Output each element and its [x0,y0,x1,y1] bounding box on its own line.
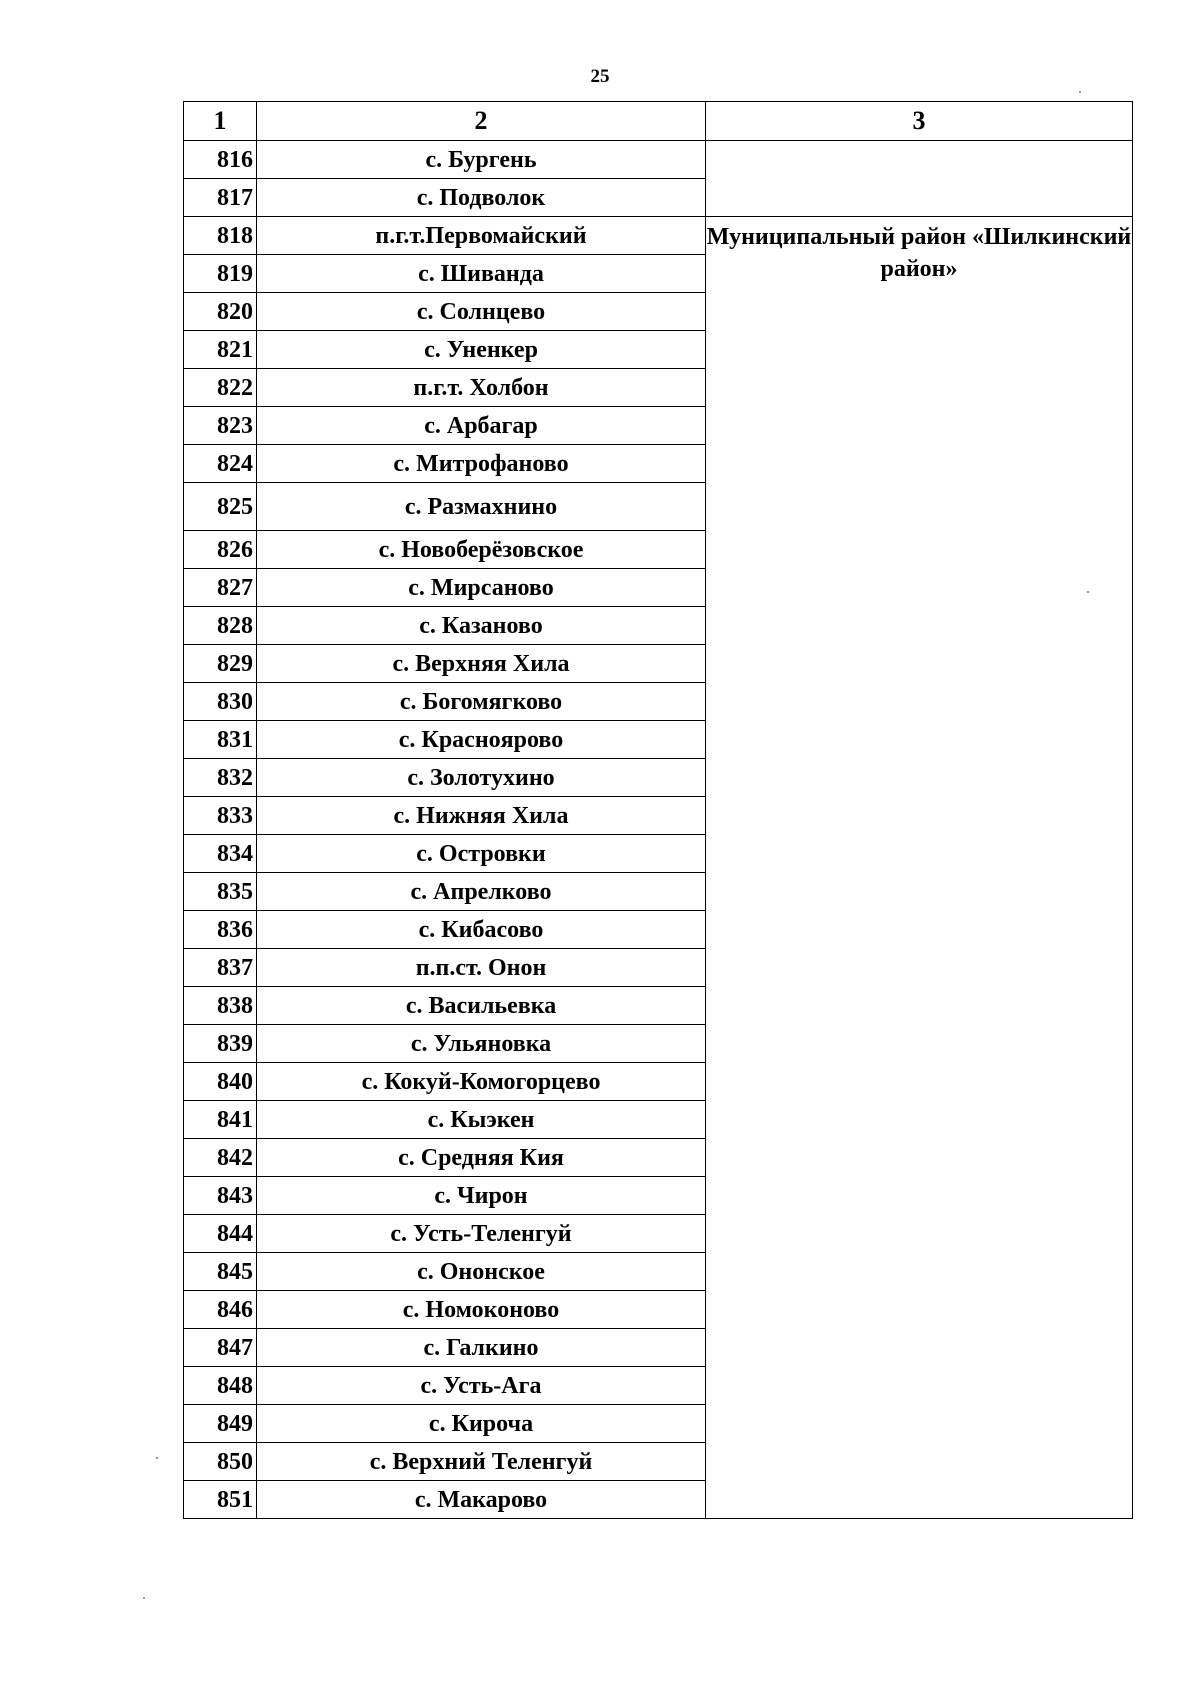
row-number: 835 [184,873,257,911]
settlement-name: с. Краснoярово [257,721,706,759]
row-number: 825 [184,483,257,531]
settlement-name: с. Средняя Кия [257,1139,706,1177]
row-number: 818 [184,217,257,255]
settlement-name: с. Солнцево [257,293,706,331]
settlement-name: с. Усть-Ага [257,1367,706,1405]
settlement-name: с. Верхний Теленгуй [257,1443,706,1481]
row-number: 847 [184,1329,257,1367]
settlement-name: с. Чирон [257,1177,706,1215]
settlement-name: с. Нижняя Хила [257,797,706,835]
settlement-name: с. Арбагар [257,407,706,445]
district-cell: Муниципальный район «Шилкинский район» [706,217,1133,1519]
column-header-3: 3 [706,102,1133,141]
row-number: 829 [184,645,257,683]
row-number: 817 [184,179,257,217]
row-number: 843 [184,1177,257,1215]
row-number: 830 [184,683,257,721]
settlement-name: с. Номоконово [257,1291,706,1329]
settlement-name: с. Мирсаново [257,569,706,607]
settlement-name: с. Островки [257,835,706,873]
row-number: 845 [184,1253,257,1291]
settlement-name: с. Новоберёзовское [257,531,706,569]
settlement-name: с. Апрелково [257,873,706,911]
settlement-name: с. Кыэкен [257,1101,706,1139]
row-number: 846 [184,1291,257,1329]
table-row [184,217,1133,255]
district-cell [706,141,1133,217]
settlement-name: с. Ульяновка [257,1025,706,1063]
row-number: 839 [184,1025,257,1063]
scan-speck [143,1597,145,1599]
settlement-name: п.г.т.Первомайский [257,217,706,255]
row-number: 823 [184,407,257,445]
row-number: 844 [184,1215,257,1253]
scan-speck [1087,591,1089,593]
table-header-row [184,102,1133,141]
settlement-name: с. Кокуй-Комогорцево [257,1063,706,1101]
row-number: 822 [184,369,257,407]
settlement-name: с. Бургень [257,141,706,179]
table-row [184,141,1133,179]
row-number: 833 [184,797,257,835]
settlement-name: с. Митрофаново [257,445,706,483]
row-number: 828 [184,607,257,645]
row-number: 848 [184,1367,257,1405]
row-number: 831 [184,721,257,759]
row-number: 834 [184,835,257,873]
scan-speck [1079,91,1081,93]
settlement-name: с. Золотухино [257,759,706,797]
row-number: 821 [184,331,257,369]
settlement-name: с. Верхняя Хила [257,645,706,683]
settlement-name: с. Васильевка [257,987,706,1025]
settlement-name: с. Кироча [257,1405,706,1443]
settlement-name: с. Шиванда [257,255,706,293]
column-header-2: 2 [257,102,706,141]
table-body [184,102,1133,1519]
column-header-1: 1 [184,102,257,141]
row-number: 836 [184,911,257,949]
row-number: 819 [184,255,257,293]
row-number: 849 [184,1405,257,1443]
settlement-name: с. Размахнино [257,483,706,531]
row-number: 827 [184,569,257,607]
settlements-table [183,101,1133,1519]
page-number: 25 [590,66,610,87]
row-number: 824 [184,445,257,483]
row-number: 820 [184,293,257,331]
row-number: 838 [184,987,257,1025]
row-number: 826 [184,531,257,569]
settlement-name: с. Казаново [257,607,706,645]
settlement-name: с. Ононское [257,1253,706,1291]
row-number: 842 [184,1139,257,1177]
row-number: 840 [184,1063,257,1101]
settlement-name: с. Кибасово [257,911,706,949]
row-number: 850 [184,1443,257,1481]
settlement-name: с. Уненкер [257,331,706,369]
settlement-name: п.г.т. Холбон [257,369,706,407]
settlement-name: с. Макарово [257,1481,706,1519]
settlement-name: с. Усть-Теленгуй [257,1215,706,1253]
settlement-name: п.п.ст. Онон [257,949,706,987]
row-number: 832 [184,759,257,797]
row-number: 837 [184,949,257,987]
settlement-name: с. Подволок [257,179,706,217]
settlement-name: с. Галкино [257,1329,706,1367]
settlement-name: с. Богомягково [257,683,706,721]
scan-speck [156,1457,158,1459]
row-number: 841 [184,1101,257,1139]
row-number: 816 [184,141,257,179]
row-number: 851 [184,1481,257,1519]
